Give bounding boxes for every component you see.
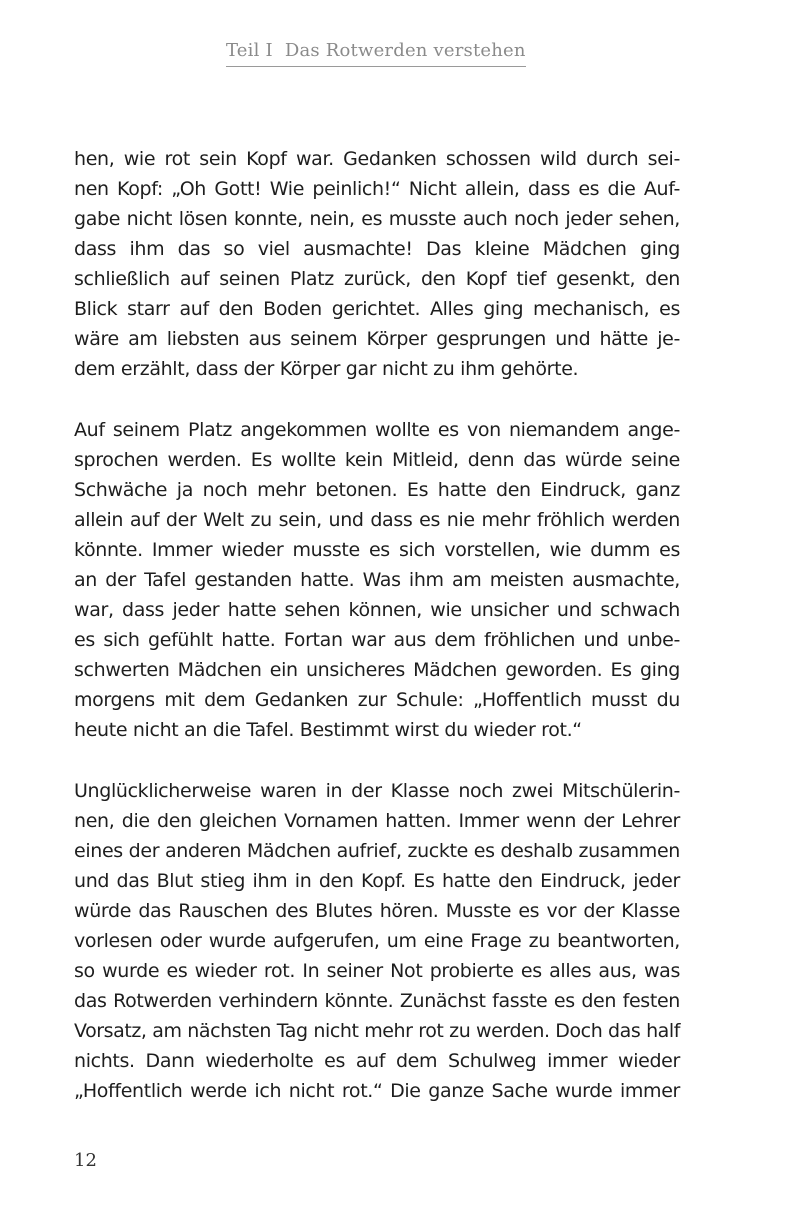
- text-line: Unglücklicherweise waren in der Klasse noch zwei Mitschülerin-: [74, 780, 680, 802]
- text-line: gabe nicht lösen konnte, nein, es musste auch noch jeder sehen,: [74, 208, 680, 230]
- paragraph-1: [74, 144, 680, 384]
- text-line: Vorsatz, am nächsten Tag nicht mehr rot zu werden. Doch das half: [74, 1020, 680, 1042]
- text-line: allein auf der Welt zu sein, und dass es nie mehr fröhlich werden: [74, 509, 680, 531]
- text-line: morgens mit dem Gedanken zur Schule: „Hoffentlich musst du: [74, 689, 680, 711]
- text-line: schließlich auf seinen Platz zurück, den Kopf tief gesenkt, den: [74, 268, 680, 290]
- text-line: eines der anderen Mädchen aufrief, zuckte es deshalb zusammen: [74, 840, 680, 862]
- text-line: dem erzählt, dass der Körper gar nicht zu ihm gehörte.: [74, 358, 579, 380]
- running-head: [226, 40, 526, 67]
- text-line: war, dass jeder hatte sehen können, wie unsicher und schwach: [74, 599, 680, 621]
- text-line: Schwäche ja noch mehr betonen. Es hatte den Eindruck, ganz: [74, 479, 680, 501]
- text-line: hen, wie rot sein Kopf war. Gedanken schossen wild durch sei-: [74, 148, 680, 170]
- body-text: [74, 144, 680, 1106]
- text-line: an der Tafel gestanden hatte. Was ihm am meisten ausmachte,: [74, 569, 680, 591]
- text-line: könnte. Immer wieder musste es sich vorstellen, wie dumm es: [74, 539, 680, 561]
- text-line: es sich gefühlt hatte. Fortan war aus dem fröhlichen und unbe-: [74, 629, 680, 651]
- paragraph-3: [74, 776, 680, 1106]
- text-line: nen Kopf: „Oh Gott! Wie peinlich!“ Nicht allein, dass es die Auf-: [74, 178, 680, 200]
- part-label: Teil I: [226, 40, 273, 61]
- text-line: würde das Rauschen des Blutes hören. Musste es vor der Klasse: [74, 900, 680, 922]
- text-line: vorlesen oder wurde aufgerufen, um eine Frage zu beantworten,: [74, 930, 680, 952]
- text-line: „Hoffentlich werde ich nicht rot.“ Die ganze Sache wurde immer: [74, 1080, 680, 1102]
- text-line: dass ihm das so viel ausmachte! Das kleine Mädchen ging: [74, 238, 680, 260]
- text-line: heute nicht an die Tafel. Bestimmt wirst du wieder rot.“: [74, 719, 582, 741]
- text-line: Auf seinem Platz angekommen wollte es von niemandem ange-: [74, 419, 680, 441]
- text-line: nichts. Dann wiederholte es auf dem Schulweg immer wieder: [74, 1050, 680, 1072]
- text-line: sprochen werden. Es wollte kein Mitleid, denn das würde seine: [74, 449, 680, 471]
- text-line: schwerten Mädchen ein unsicheres Mädchen geworden. Es ging: [74, 659, 680, 681]
- chapter-title: Das Rotwerden verstehen: [284, 40, 526, 61]
- text-line: das Rotwerden verhindern könnte. Zunächst fasste es den festen: [74, 990, 680, 1012]
- text-line: wäre am liebsten aus seinem Körper gesprungen und hätte je-: [74, 328, 680, 350]
- paragraph-2: [74, 415, 680, 745]
- text-line: nen, die den gleichen Vornamen hatten. Immer wenn der Lehrer: [74, 810, 680, 832]
- text-line: Blick starr auf den Boden gerichtet. Alles ging mechanisch, es: [74, 298, 680, 320]
- text-line: und das Blut stieg ihm in den Kopf. Es hatte den Eindruck, jeder: [74, 870, 680, 892]
- text-line: so wurde es wieder rot. In seiner Not probierte es alles aus, was: [74, 960, 680, 982]
- page-number: 12: [74, 1150, 97, 1171]
